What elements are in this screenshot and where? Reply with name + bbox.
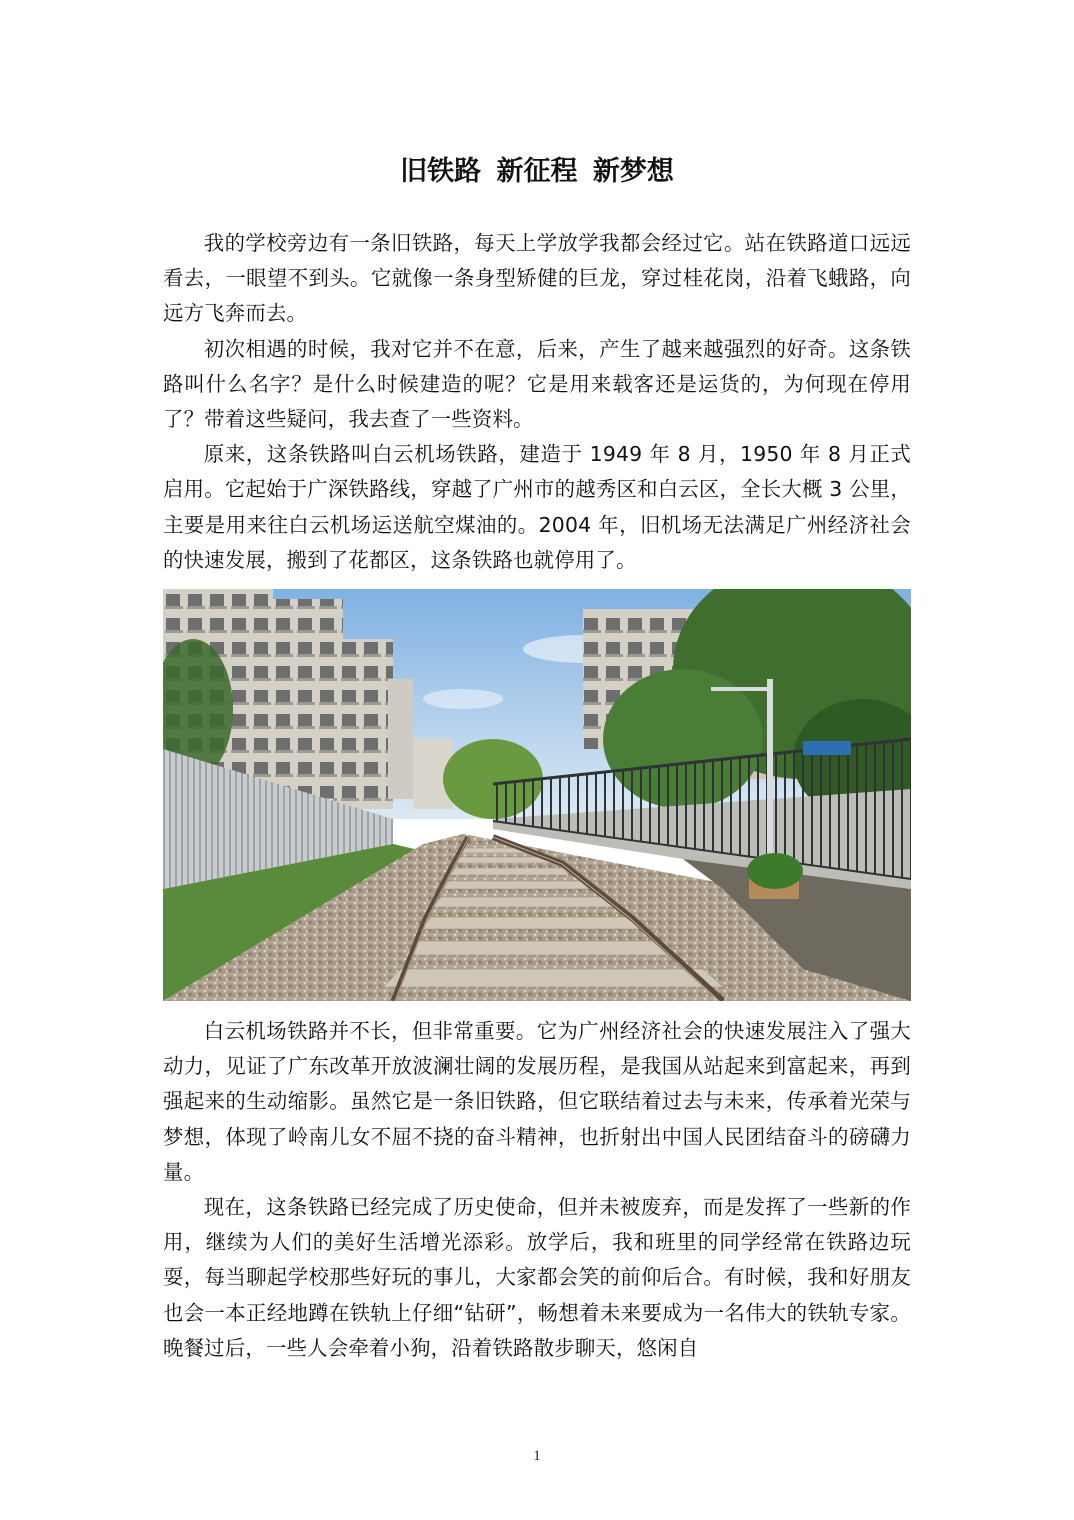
- paragraph: 原来，这条铁路叫白云机场铁路，建造于 1949 年 8 月，1950 年 8 月正式启用。它起始于广深铁路线，穿越了广州市的越秀区和白云区，全长大概 3 公里，主要是用来往白云机场运送航空煤油的。2004 年，旧机场无法满足广州经济社会的快速发展，搬到了花都区，这条铁路也就停用了。: [163, 442, 911, 572]
- paragraph: 我的学校旁边有一条旧铁路，每天上学放学我都会经过它。站在铁路道口远远看去，一眼望不到头。它就像一条身型矫健的巨龙，穿过桂花岗，沿着飞蛾路，向远方飞奔而去。: [163, 231, 911, 326]
- railway-photo: [163, 589, 911, 1001]
- paragraph: 现在，这条铁路已经完成了历史使命，但并未被废弃，而是发挥了一些新的作用，继续为人们的美好生活增光添彩。放学后，我和班里的同学经常在铁路边玩耍，每当聊起学校那些好玩的事儿，大家都会笑的前仰后合。有时候，我和好朋友也会一本正经地蹲在铁轨上仔细“钻研”，畅想着未来要成为一名伟大的铁轨专家。晚餐过后，一些人会牵着小狗，沿着铁路散步聊天，悠闲自: [163, 1195, 911, 1360]
- text-block-before-photo: [163, 226, 911, 578]
- document-title: 旧铁路 新征程 新梦想: [400, 156, 674, 187]
- paragraph: 白云机场铁路并不长，但非常重要。它为广州经济社会的快速发展注入了强大动力，见证了广东改革开放波澜壮阔的发展历程，是我国从站起来到富起来，再到强起来的生动缩影。虽然它是一条旧铁路，但它联结着过去与未来，传承着光荣与梦想，体现了岭南儿女不屈不挠的奋斗精神，也折射出中国人民团结奋斗的磅礴力量。: [163, 1019, 911, 1184]
- page-number: 1: [533, 1448, 541, 1464]
- paragraph: 初次相遇的时候，我对它并不在意，后来，产生了越来越强烈的好奇。这条铁路叫什么名字？是什么时候建造的呢？它是用来载客还是运货的，为何现在停用了？带着这些疑问，我去查了一些资料。: [163, 336, 911, 432]
- text-block-after-photo: [163, 1014, 911, 1366]
